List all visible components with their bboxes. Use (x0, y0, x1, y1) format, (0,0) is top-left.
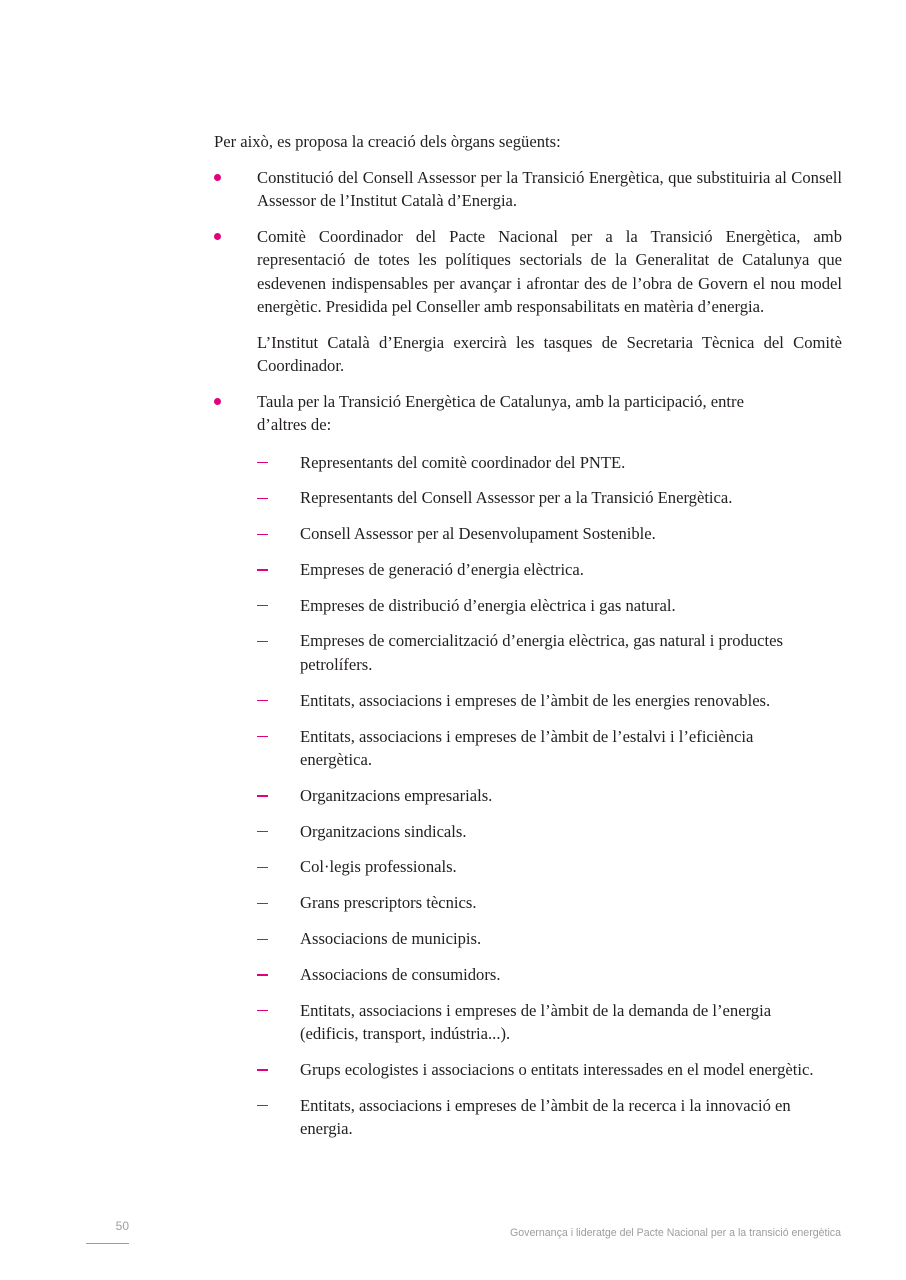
footer-divider (86, 1243, 129, 1244)
list-item-text: Entitats, associacions i empreses de l’àmbit de les energies renovables. (300, 690, 771, 710)
list-item (257, 999, 815, 1046)
list-item-text: Representants del Consell Assessor per a la Transició Energètica. (300, 488, 733, 508)
participants-list (257, 451, 842, 1141)
dash-icon (257, 498, 268, 499)
dash-icon (257, 867, 268, 868)
list-item (257, 594, 815, 618)
bullet-text: Comitè Coordinador del Pacte Nacional per a la Transició Energètica, amb representació de totes les polítiques sectorials de la Generalitat de Catalunya que esdevenen indispensables per avançar i afrontar des de l’obra de Govern el nou model energètic. Presidida pel Conseller amb responsabilitats en matèria d’energia. (257, 226, 842, 316)
running-footer-title: Governança i lideratge del Pacte Nacional per a la transició energètica (510, 1227, 841, 1239)
list-item (257, 558, 815, 582)
list-item (257, 855, 815, 879)
bullet-text: Constitució del Consell Assessor per la Transició Energètica, que substituiria al Consell Assessor de l’Institut Català d’Energia. (257, 167, 842, 210)
list-item-text: Entitats, associacions i empreses de l’àmbit de la recerca i la innovació en energia. (300, 1095, 791, 1139)
bullet-text: Taula per la Transició Energètica de Catalunya, amb la participació, entre d’altres de: (257, 391, 744, 434)
list-item-text: Empreses de distribució d’energia elèctrica i gas natural. (300, 595, 676, 615)
list-item (257, 451, 815, 475)
dash-icon (257, 569, 268, 570)
dash-icon (257, 939, 268, 940)
dash-icon (257, 605, 268, 606)
dash-icon (257, 736, 268, 737)
dash-icon (257, 795, 268, 796)
list-item-text: Grans prescriptors tècnics. (300, 893, 477, 913)
list-item-text: Entitats, associacions i empreses de l’àmbit de l’estalvi i l’eficiència energètica. (300, 726, 754, 770)
list-item (257, 522, 815, 546)
list-item (257, 486, 815, 510)
bullet-item (214, 390, 842, 1141)
list-item (257, 963, 815, 987)
bullet-dot-icon (214, 233, 221, 240)
list-item (257, 784, 815, 808)
list-item (257, 689, 815, 713)
intro-paragraph: Per això, es proposa la creació dels òrgans següents: (214, 132, 561, 151)
page-number: 50 (115, 1219, 129, 1233)
dash-icon (257, 831, 268, 832)
bullet-dot-icon (214, 174, 221, 181)
dash-icon (257, 1069, 268, 1070)
dash-icon (257, 700, 268, 701)
dash-icon (257, 534, 268, 535)
dash-icon (257, 462, 268, 463)
list-item (257, 725, 815, 772)
list-item-text: Organitzacions sindicals. (300, 821, 467, 841)
list-item-text: Organitzacions empresarials. (300, 785, 493, 805)
list-item-text: Representants del comitè coordinador del PNTE. (300, 452, 626, 472)
bullet-note: L’Institut Català d’Energia exercirà les tasques de Secretaria Tècnica del Comitè Coordinador. (257, 332, 842, 375)
bullet-dot-icon (214, 398, 221, 405)
list-item-text: Associacions de consumidors. (300, 964, 501, 984)
dash-icon (257, 974, 268, 975)
dash-icon (257, 1010, 268, 1011)
document-body (214, 130, 842, 1153)
dash-icon (257, 903, 268, 904)
list-item-text: Empreses de comercialització d’energia elèctrica, gas natural i productes petrolífers. (300, 631, 783, 674)
list-item-text: Consell Assessor per al Desenvolupament Sostenible. (300, 524, 656, 544)
list-item (257, 927, 815, 951)
list-item (257, 891, 815, 915)
list-item (257, 1094, 815, 1141)
dash-icon (257, 1105, 268, 1106)
list-item-text: Grups ecologistes i associacions o entitats interessades en el model energètic. (300, 1059, 814, 1079)
list-item-text: Entitats, associacions i empreses de l’àmbit de la demanda de l’energia (edificis, transport, indústria...). (300, 1000, 772, 1044)
list-item (257, 820, 815, 844)
list-item-text: Associacions de municipis. (300, 929, 482, 949)
dash-icon (257, 641, 268, 642)
list-item (257, 1058, 815, 1082)
list-item (257, 629, 815, 676)
bullet-item (214, 225, 842, 378)
list-item-text: Col·legis professionals. (300, 857, 457, 877)
bullet-item (214, 166, 842, 213)
list-item-text: Empreses de generació d’energia elèctrica. (300, 559, 584, 579)
